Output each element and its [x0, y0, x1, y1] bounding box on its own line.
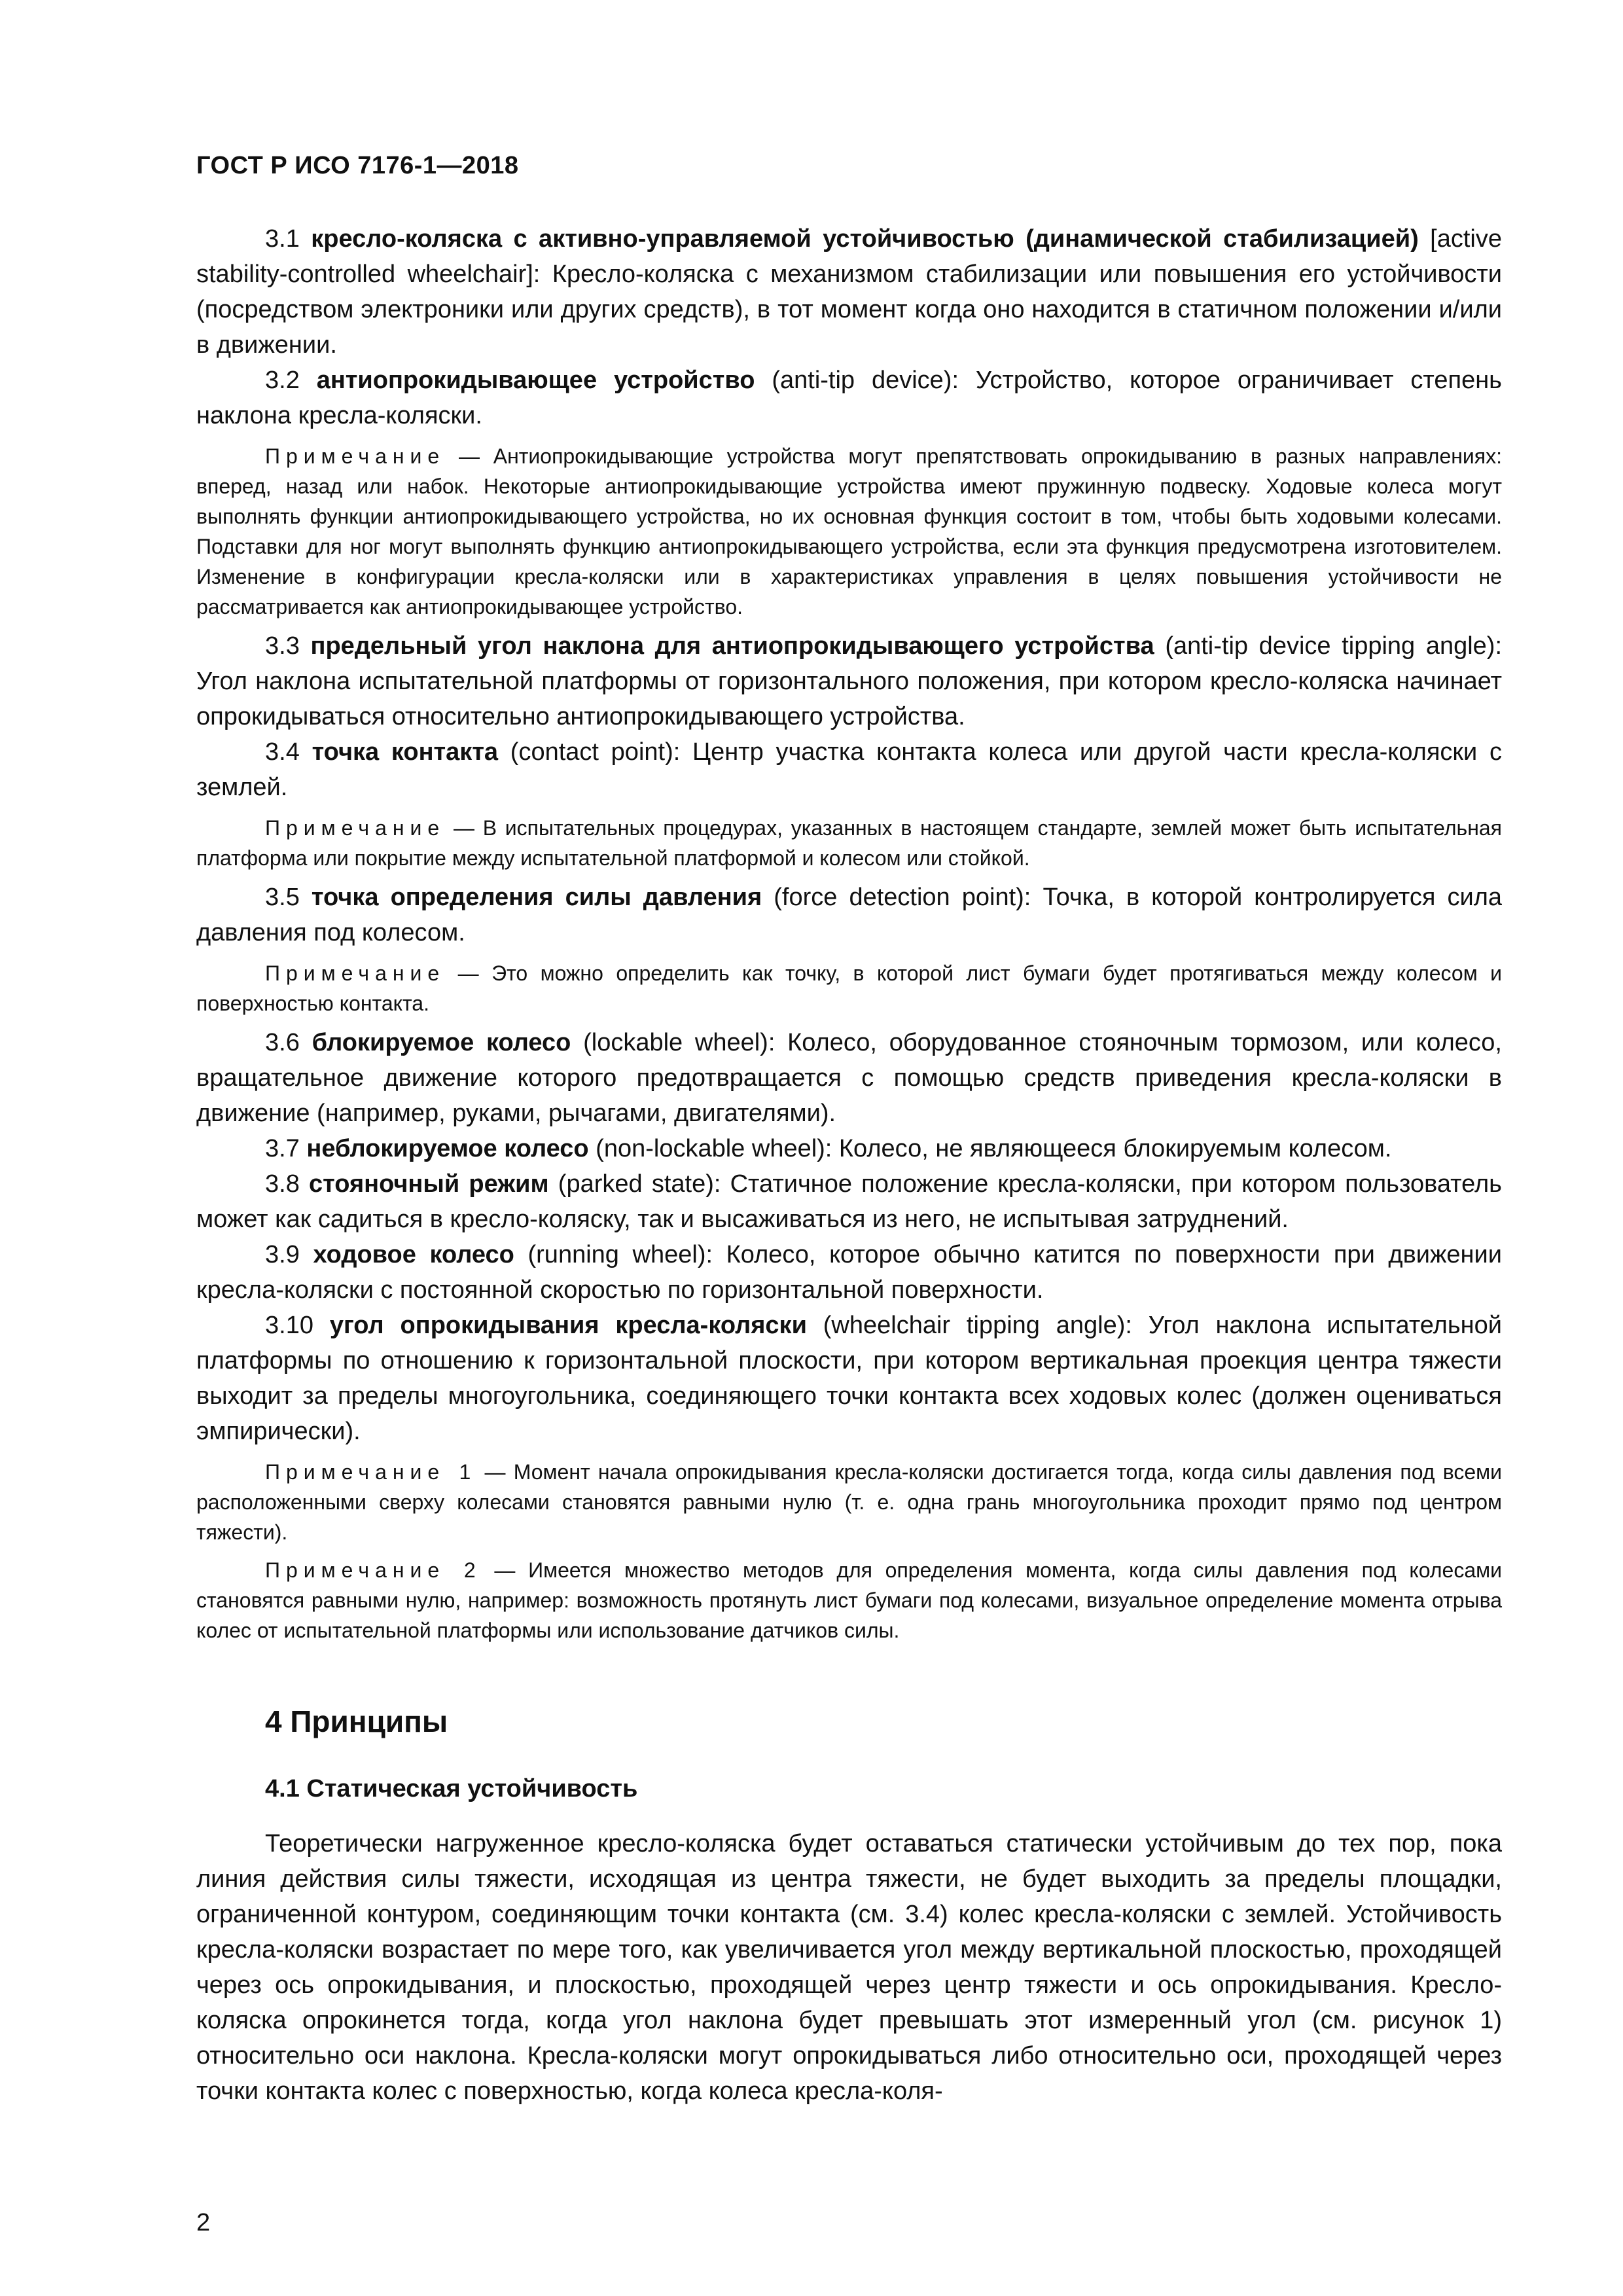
term: кресло-коляска с активно-управляемой устойчивостью (динамической стабилизацией)	[311, 225, 1419, 253]
term: стояночный режим	[309, 1170, 549, 1198]
definition-text: (non-lockable wheel): Колесо, не являющееся блокируемым колесом.	[588, 1135, 1392, 1162]
clause-number: 3.1	[265, 225, 300, 253]
clause-number: 3.5	[265, 884, 300, 911]
definition-3-2	[196, 363, 1502, 433]
definition-3-6	[196, 1025, 1502, 1131]
clause-number: 3.4	[265, 738, 300, 766]
clause-number: 3.2	[265, 367, 300, 394]
note-label: Примечание	[265, 444, 446, 468]
note-text: — В испытательных процедурах, указанных в настоящем стандарте, землей может быть испытательная платформа или покрытие между испытательной платформой и колесом или стойкой.	[196, 816, 1502, 870]
subsection-4-1-title: 4.1 Статическая устойчивость	[265, 1775, 638, 1803]
definition-text: (anti-tip device tipping angle): Угол наклона испытательной платформы от горизонтального положения, при котором кресло-коляска начинает опрокидываться относительно антиопрокидывающего устройства.	[196, 632, 1503, 730]
clause-number: 3.10	[265, 1312, 313, 1339]
note-label: Примечание 1	[265, 1460, 477, 1484]
definition-3-1	[196, 221, 1502, 363]
page-number: 2	[196, 2209, 211, 2236]
definition-3-8	[196, 1166, 1502, 1237]
definition-text: [active stability-controlled wheelchair]: Кресло-коляска с механизмом стабилизации или повышения его устойчивости (посредством электроники или других средств), в тот момент когда оно находится в статичном положении и/или в движении.	[196, 225, 1502, 359]
definition-3-10	[196, 1308, 1502, 1449]
definition-text: (anti-tip device): Устройство, которое ограничивает степень наклона кресла-коляски.	[196, 367, 1502, 429]
definition-3-4	[196, 734, 1502, 805]
note-label: Примечание	[265, 961, 446, 985]
definition-text: (running wheel): Колесо, которое обычно катится по поверхности при движении кресла-коляски с постоянной скоростью по горизонтальной поверхности.	[196, 1241, 1502, 1304]
definition-3-9	[196, 1237, 1502, 1308]
term: неблокируемое колесо	[306, 1135, 589, 1162]
term: блокируемое колесо	[312, 1029, 571, 1056]
definition-text: (wheelchair tipping angle): Угол наклона испытательной платформы по отношению к горизонтальной плоскости, при котором вертикальная проекция центра тяжести выходит за пределы многоугольника, соединяющего точки контакта всех ходовых колес (должен оцениваться эмпирически).	[196, 1312, 1502, 1445]
definition-text: (force detection point): Точка, в которой контролируется сила давления под колесом.	[196, 884, 1502, 946]
term: точка контакта	[312, 738, 499, 766]
note-label: Примечание 2	[265, 1558, 482, 1582]
term: предельный угол наклона для антиопрокидывающего устройства	[310, 632, 1154, 660]
note-3-10-2	[196, 1555, 1502, 1645]
note-3-10-1	[196, 1457, 1502, 1547]
section-4-title: 4 Принципы	[265, 1704, 448, 1738]
definition-text: (parked state): Статичное положение кресла-коляски, при котором пользователь может как садиться в кресло-коляску, так и высаживаться из него, не испытывая затруднений.	[196, 1170, 1502, 1233]
term: угол опрокидывания кресла-коляски	[329, 1312, 807, 1339]
note-text: — Момент начала опрокидывания кресла-коляски достигается тогда, когда силы давления под всеми расположенными сверху колесами становятся равными нулю (т. е. одна грань многоугольника проходит прямо под центром тяжести).	[196, 1460, 1503, 1544]
term: точка определения силы давления	[311, 884, 762, 911]
note-3-5	[196, 958, 1502, 1018]
note-label: Примечание	[265, 816, 446, 840]
note-3-4	[196, 813, 1502, 873]
note-text: — Имеется множество методов для определения момента, когда силы давления под колесами становятся равными нулю, например: возможность протянуть лист бумаги под колесами, визуальное определение момента отрыва колес от испытательной платформы или использование датчиков силы.	[196, 1558, 1503, 1642]
page-content	[196, 221, 1502, 2109]
clause-number: 3.8	[265, 1170, 300, 1198]
definition-3-7	[196, 1131, 1502, 1166]
note-3-2	[196, 441, 1502, 622]
clause-number: 3.7	[265, 1135, 300, 1162]
note-text: — Это можно определить как точку, в которой лист бумаги будет протягиваться между колесом и поверхностью контакта.	[196, 961, 1502, 1015]
clause-number: 3.3	[265, 632, 300, 660]
term: антиопрокидывающее устройство	[316, 367, 755, 394]
definition-3-3	[196, 628, 1502, 734]
definition-text: (lockable wheel): Колесо, оборудованное стояночным тормозом, или колесо, вращательное движение которого предотвращается с помощью средств приведения кресла-коляски в движение (например, руками, рычагами, двигателями).	[196, 1029, 1502, 1127]
note-text: — Антиопрокидывающие устройства могут препятствовать опрокидыванию в разных направлениях: вперед, назад или набок. Некоторые антиопрокидывающие устройства имеют пружинную подвеску. Ходовые колеса могут выполнять функции антиопрокидывающего устройства, но их основная функция состоит в том, чтобы быть ходовыми колесами. Подставки для ног могут выполнять функцию антиопрокидывающего устройства, если эта функция предусмотрена изготовителем. Изменение в конфигурации кресла-коляски или в характеристиках управления в целях повышения устойчивости не рассматривается как антиопрокидывающее устройство.	[196, 444, 1502, 619]
section-4-1-body: Теоретически нагруженное кресло-коляска будет оставаться статически устойчивым до тех пор, пока линия действия силы тяжести, исходящая из центра тяжести, не будет выходить за пределы площадки, ограниченной контуром, соединяющим точки контакта (см. 3.4) колес кресла-коляски с землей. Устойчивость кресла-коляски возрастает по мере того, как увеличивается угол между вертикальной плоскостью, проходящей через ось опрокидывания, и плоскостью, проходящей через центр тяжести и ось опрокидывания. Кресло-коляска опрокинется тогда, когда угол наклона будет превышать этот измеренный угол (см. рисунок 1) относительно оси наклона. Кресла-коляски могут опрокидываться либо относительно оси, проходящей через точки контакта колес с поверхностью, когда колеса кресла-коля-	[196, 1830, 1502, 2105]
standard-code-header: ГОСТ Р ИСО 7176-1—2018	[196, 152, 519, 179]
clause-number: 3.6	[265, 1029, 300, 1056]
definition-3-5	[196, 880, 1502, 950]
term: ходовое колесо	[313, 1241, 514, 1268]
definition-text: (contact point): Центр участка контакта колеса или другой части кресла-коляски с землей.	[196, 738, 1502, 801]
clause-number: 3.9	[265, 1241, 300, 1268]
